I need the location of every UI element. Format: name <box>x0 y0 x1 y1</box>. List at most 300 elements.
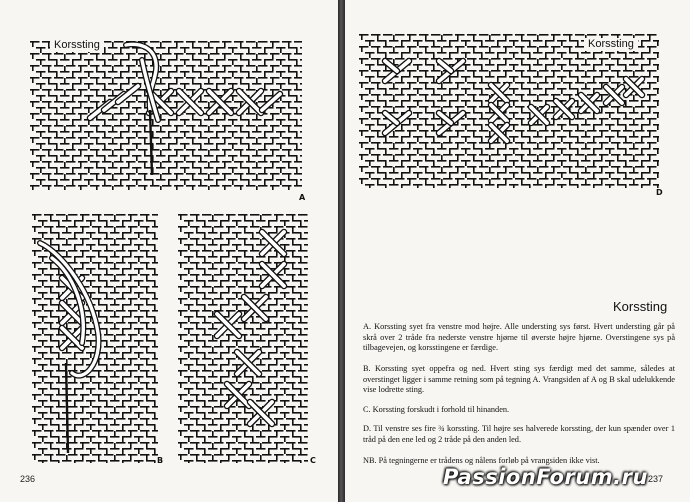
weave-thread <box>623 58 633 60</box>
weave-thread <box>497 77 499 82</box>
weave-thread <box>34 395 36 400</box>
weave-thread <box>298 358 308 360</box>
weave-thread <box>292 323 294 328</box>
weave-thread <box>68 358 78 360</box>
weave-thread <box>196 419 198 424</box>
weave-thread <box>64 174 66 179</box>
weave-thread <box>208 400 218 402</box>
weave-thread <box>282 173 292 175</box>
weave-thread <box>56 370 66 372</box>
weave-thread <box>409 179 411 184</box>
weave-thread <box>395 94 405 96</box>
weave-thread <box>126 161 136 163</box>
weave-thread <box>56 132 58 137</box>
weave-thread <box>286 394 296 396</box>
weave-thread <box>66 101 76 103</box>
weave-thread <box>60 167 70 169</box>
weave-thread <box>180 419 182 424</box>
weave-thread <box>146 287 148 292</box>
weave-thread <box>30 41 40 43</box>
weave-thread <box>162 65 172 67</box>
weave-thread <box>272 42 274 47</box>
weave-thread <box>160 186 162 190</box>
weave-thread <box>288 54 290 59</box>
weave-thread <box>80 406 90 408</box>
weave-thread <box>42 113 52 115</box>
weave-thread <box>174 65 184 67</box>
weave-thread <box>180 455 182 460</box>
weave-thread <box>417 113 419 118</box>
weave-thread <box>146 383 148 388</box>
weave-thread <box>377 143 379 148</box>
weave-thread <box>32 126 34 131</box>
weave-thread <box>228 239 230 244</box>
weave-thread <box>80 138 82 143</box>
weave-thread <box>455 166 465 168</box>
weave-thread <box>647 94 657 96</box>
weave-thread <box>417 53 419 58</box>
weave-thread <box>190 274 200 276</box>
weave-thread <box>623 154 633 156</box>
weave-thread <box>116 454 126 456</box>
weave-thread <box>220 269 222 274</box>
weave-thread <box>222 53 232 55</box>
weave-thread <box>212 275 214 280</box>
weave-thread <box>68 430 78 432</box>
weave-thread <box>48 78 50 83</box>
weave-thread <box>128 138 130 143</box>
weave-thread <box>633 131 635 136</box>
weave-thread <box>300 131 302 133</box>
weave-thread <box>56 108 58 113</box>
weave-thread <box>419 154 429 156</box>
weave-thread <box>304 316 308 318</box>
weave-thread <box>359 166 369 168</box>
weave-thread <box>72 96 74 101</box>
weave-thread <box>90 245 92 250</box>
weave-thread <box>190 358 200 360</box>
weave-thread <box>304 244 308 246</box>
weave-thread <box>286 442 296 444</box>
weave-thread <box>296 60 298 65</box>
weave-thread <box>553 179 555 184</box>
weave-thread <box>56 144 58 149</box>
weave-thread <box>244 455 246 460</box>
weave-thread <box>104 180 106 185</box>
weave-thread <box>433 101 435 106</box>
weave-thread <box>369 53 371 58</box>
weave-thread <box>485 64 495 66</box>
weave-thread <box>114 137 124 139</box>
weave-thread <box>58 461 60 463</box>
weave-thread <box>98 215 100 220</box>
weave-thread <box>581 136 591 138</box>
weave-thread <box>116 418 126 420</box>
weave-thread <box>587 70 597 72</box>
weave-thread <box>371 154 381 156</box>
weave-thread <box>226 274 236 276</box>
weave-thread <box>425 167 427 172</box>
weave-thread <box>226 370 236 372</box>
weave-thread <box>214 238 224 240</box>
weave-thread <box>44 286 54 288</box>
weave-thread <box>262 310 272 312</box>
weave-thread <box>128 102 130 107</box>
weave-thread <box>256 186 258 190</box>
weave-thread <box>232 120 234 125</box>
weave-thread <box>359 58 369 60</box>
weave-thread <box>641 125 643 130</box>
weave-thread <box>90 293 92 298</box>
weave-thread <box>154 221 156 226</box>
weave-thread <box>50 443 52 448</box>
weave-thread <box>186 41 196 43</box>
weave-thread <box>32 358 42 360</box>
weave-thread <box>298 238 308 240</box>
weave-thread <box>457 83 459 88</box>
weave-thread <box>473 59 475 64</box>
weave-thread <box>154 449 156 454</box>
weave-thread <box>130 263 132 268</box>
weave-thread <box>276 455 278 460</box>
weave-thread <box>224 54 226 59</box>
weave-thread <box>407 82 417 84</box>
weave-thread <box>54 77 64 79</box>
weave-thread <box>98 263 100 268</box>
weave-thread <box>196 335 198 340</box>
weave-thread <box>116 262 126 264</box>
weave-thread <box>527 154 537 156</box>
weave-thread <box>274 454 284 456</box>
weave-thread <box>647 58 657 60</box>
weave-thread <box>236 281 238 286</box>
weave-thread <box>609 53 611 58</box>
weave-thread <box>539 154 549 156</box>
weave-thread <box>369 101 371 106</box>
weave-thread <box>226 418 236 420</box>
weave-thread <box>527 70 537 72</box>
weave-thread <box>66 113 76 115</box>
weave-thread <box>220 293 222 298</box>
weave-thread <box>537 47 539 52</box>
weave-thread <box>260 431 262 436</box>
weave-thread <box>114 161 124 163</box>
weave-thread <box>156 167 166 169</box>
weave-thread <box>78 149 88 151</box>
weave-thread <box>64 114 66 119</box>
weave-thread <box>244 263 246 268</box>
weave-thread <box>104 334 114 336</box>
weave-thread <box>252 83 262 85</box>
weave-thread <box>537 131 539 136</box>
weave-thread <box>114 395 116 400</box>
weave-thread <box>80 90 82 95</box>
weave-thread <box>138 161 148 163</box>
weave-thread <box>395 154 405 156</box>
weave-thread <box>216 60 218 65</box>
weave-thread <box>407 118 417 120</box>
weave-thread <box>200 132 202 137</box>
weave-thread <box>611 178 621 180</box>
weave-thread <box>533 64 543 66</box>
weave-thread <box>258 65 268 67</box>
weave-thread <box>116 406 126 408</box>
weave-thread <box>44 238 54 240</box>
weave-thread <box>178 358 188 360</box>
weave-thread <box>467 166 477 168</box>
weave-thread <box>220 341 222 346</box>
weave-thread <box>497 185 499 188</box>
weave-thread <box>441 83 443 88</box>
weave-thread <box>533 136 543 138</box>
weave-thread <box>40 120 42 125</box>
weave-thread <box>553 155 555 160</box>
weave-thread <box>513 149 515 154</box>
weave-thread <box>647 142 657 144</box>
weave-thread <box>78 125 88 127</box>
weave-thread <box>539 94 549 96</box>
weave-thread <box>122 293 124 298</box>
weave-thread <box>128 298 138 300</box>
weave-thread <box>419 106 429 108</box>
weave-thread <box>272 114 274 119</box>
weave-thread <box>50 263 52 268</box>
weave-thread <box>369 185 371 188</box>
weave-thread <box>288 90 290 95</box>
weave-thread <box>276 431 278 436</box>
weave-thread <box>126 185 136 187</box>
weave-thread <box>128 250 138 252</box>
weave-thread <box>156 83 166 85</box>
weave-thread <box>256 162 258 167</box>
weave-thread <box>42 389 44 394</box>
weave-thread <box>599 82 609 84</box>
weave-thread <box>34 431 36 436</box>
weave-thread <box>208 186 210 190</box>
weave-thread <box>256 150 258 155</box>
weave-thread <box>176 78 178 83</box>
weave-thread <box>256 400 266 402</box>
weave-thread <box>154 305 156 310</box>
weave-thread <box>190 238 200 240</box>
weave-thread <box>393 131 395 136</box>
weave-thread <box>192 138 194 143</box>
weave-thread <box>178 262 188 264</box>
weave-thread <box>72 156 74 161</box>
weave-thread <box>274 406 284 408</box>
weave-thread <box>104 418 114 420</box>
weave-thread <box>138 137 148 139</box>
weave-thread <box>98 431 100 436</box>
weave-thread <box>563 130 573 132</box>
weave-thread <box>138 233 140 238</box>
weave-thread <box>106 257 108 262</box>
weave-thread <box>198 101 208 103</box>
weave-thread <box>222 149 232 151</box>
weave-thread <box>286 238 296 240</box>
weave-thread <box>569 59 571 64</box>
weave-thread <box>300 155 302 157</box>
weave-thread <box>395 166 405 168</box>
weave-thread <box>409 83 411 88</box>
weave-thread <box>78 53 88 55</box>
weave-thread <box>252 131 262 133</box>
weave-thread <box>505 35 507 40</box>
weave-thread <box>385 185 387 188</box>
weave-thread <box>304 388 308 390</box>
weave-thread <box>138 449 140 454</box>
weave-thread <box>577 113 579 118</box>
weave-thread <box>116 442 126 444</box>
weave-thread <box>244 251 246 256</box>
weave-thread <box>641 65 643 70</box>
weave-thread <box>184 60 186 65</box>
weave-thread <box>513 113 515 118</box>
weave-thread <box>58 449 60 454</box>
weave-thread <box>244 347 246 352</box>
weave-thread <box>146 299 148 304</box>
weave-thread <box>585 131 587 136</box>
weave-thread <box>204 233 206 238</box>
weave-thread <box>176 66 178 71</box>
weave-thread <box>200 48 202 53</box>
weave-thread <box>48 102 50 107</box>
weave-thread <box>609 65 611 70</box>
weave-thread <box>431 106 441 108</box>
weave-thread <box>649 119 651 124</box>
weave-thread <box>280 180 282 185</box>
weave-thread <box>575 154 585 156</box>
weave-thread <box>529 89 531 94</box>
weave-thread <box>633 167 635 172</box>
weave-thread <box>361 179 363 184</box>
weave-thread <box>250 250 260 252</box>
weave-thread <box>58 365 60 370</box>
weave-thread <box>80 214 90 216</box>
weave-thread <box>178 298 188 300</box>
figure-a-title: Korssting <box>50 39 104 52</box>
weave-thread <box>140 394 150 396</box>
weave-thread <box>64 138 66 143</box>
weave-thread <box>425 131 427 136</box>
weave-thread <box>210 149 220 151</box>
weave-thread <box>623 130 633 132</box>
weave-thread <box>300 95 302 97</box>
weave-thread <box>270 185 280 187</box>
weave-thread <box>58 413 60 418</box>
weave-thread <box>138 101 148 103</box>
weave-thread <box>268 257 270 262</box>
weave-thread <box>110 436 120 438</box>
weave-thread <box>491 178 501 180</box>
weave-thread <box>563 82 573 84</box>
weave-thread <box>419 178 429 180</box>
weave-thread <box>190 430 200 432</box>
weave-thread <box>90 329 92 334</box>
weave-thread <box>32 54 34 59</box>
paragraph-nb: NB. På tegningerne er trådens og nålens forløb på vrangsiden ikke vist. <box>363 456 600 465</box>
weave-thread <box>74 245 76 250</box>
weave-thread <box>138 293 140 298</box>
weave-thread <box>503 46 513 48</box>
weave-thread <box>294 185 302 187</box>
weave-thread <box>178 382 188 384</box>
weave-thread <box>625 185 627 188</box>
weave-thread <box>533 40 543 42</box>
weave-thread <box>625 173 627 178</box>
weave-thread <box>122 257 124 262</box>
weave-thread <box>553 83 555 88</box>
weave-thread <box>200 72 202 77</box>
weave-thread <box>114 419 116 424</box>
weave-thread <box>202 418 212 420</box>
weave-thread <box>42 329 44 334</box>
weave-thread <box>569 155 571 160</box>
weave-thread <box>300 233 302 238</box>
weave-thread <box>90 377 92 382</box>
weave-thread <box>286 262 296 264</box>
weave-thread <box>114 323 116 328</box>
weave-thread <box>90 341 92 346</box>
weave-thread <box>212 227 214 232</box>
weave-thread <box>485 184 495 186</box>
weave-thread <box>72 120 74 125</box>
weave-thread <box>162 125 172 127</box>
weave-thread <box>104 442 114 444</box>
weave-thread <box>30 185 40 187</box>
weave-thread <box>208 460 218 462</box>
weave-thread <box>575 70 585 72</box>
weave-thread <box>240 66 242 71</box>
weave-thread <box>262 370 272 372</box>
weave-thread <box>437 100 447 102</box>
weave-thread <box>136 168 138 173</box>
weave-thread <box>449 101 451 106</box>
weave-thread <box>168 180 170 185</box>
weave-thread <box>248 60 250 65</box>
weave-thread <box>284 269 286 274</box>
weave-thread <box>248 120 250 125</box>
weave-thread <box>104 168 106 173</box>
weave-thread <box>74 461 76 463</box>
weave-thread <box>407 94 417 96</box>
weave-thread <box>220 461 222 463</box>
weave-thread <box>104 132 106 137</box>
weave-thread <box>361 83 363 88</box>
weave-thread <box>369 41 371 46</box>
weave-thread <box>569 131 571 136</box>
weave-thread <box>110 340 120 342</box>
weave-thread <box>32 394 42 396</box>
weave-thread <box>154 461 156 463</box>
weave-thread <box>104 346 114 348</box>
weave-thread <box>152 250 158 252</box>
weave-thread <box>152 346 158 348</box>
weave-thread <box>465 89 467 94</box>
weave-thread <box>128 430 138 432</box>
weave-thread <box>489 167 491 172</box>
weave-thread <box>481 89 483 94</box>
weave-thread <box>138 437 140 442</box>
weave-thread <box>56 238 66 240</box>
weave-thread <box>102 89 112 91</box>
weave-thread <box>116 370 126 372</box>
weave-thread <box>40 108 42 113</box>
weave-thread <box>298 214 308 216</box>
weave-thread <box>190 406 200 408</box>
weave-thread <box>284 353 286 358</box>
weave-thread <box>104 250 114 252</box>
